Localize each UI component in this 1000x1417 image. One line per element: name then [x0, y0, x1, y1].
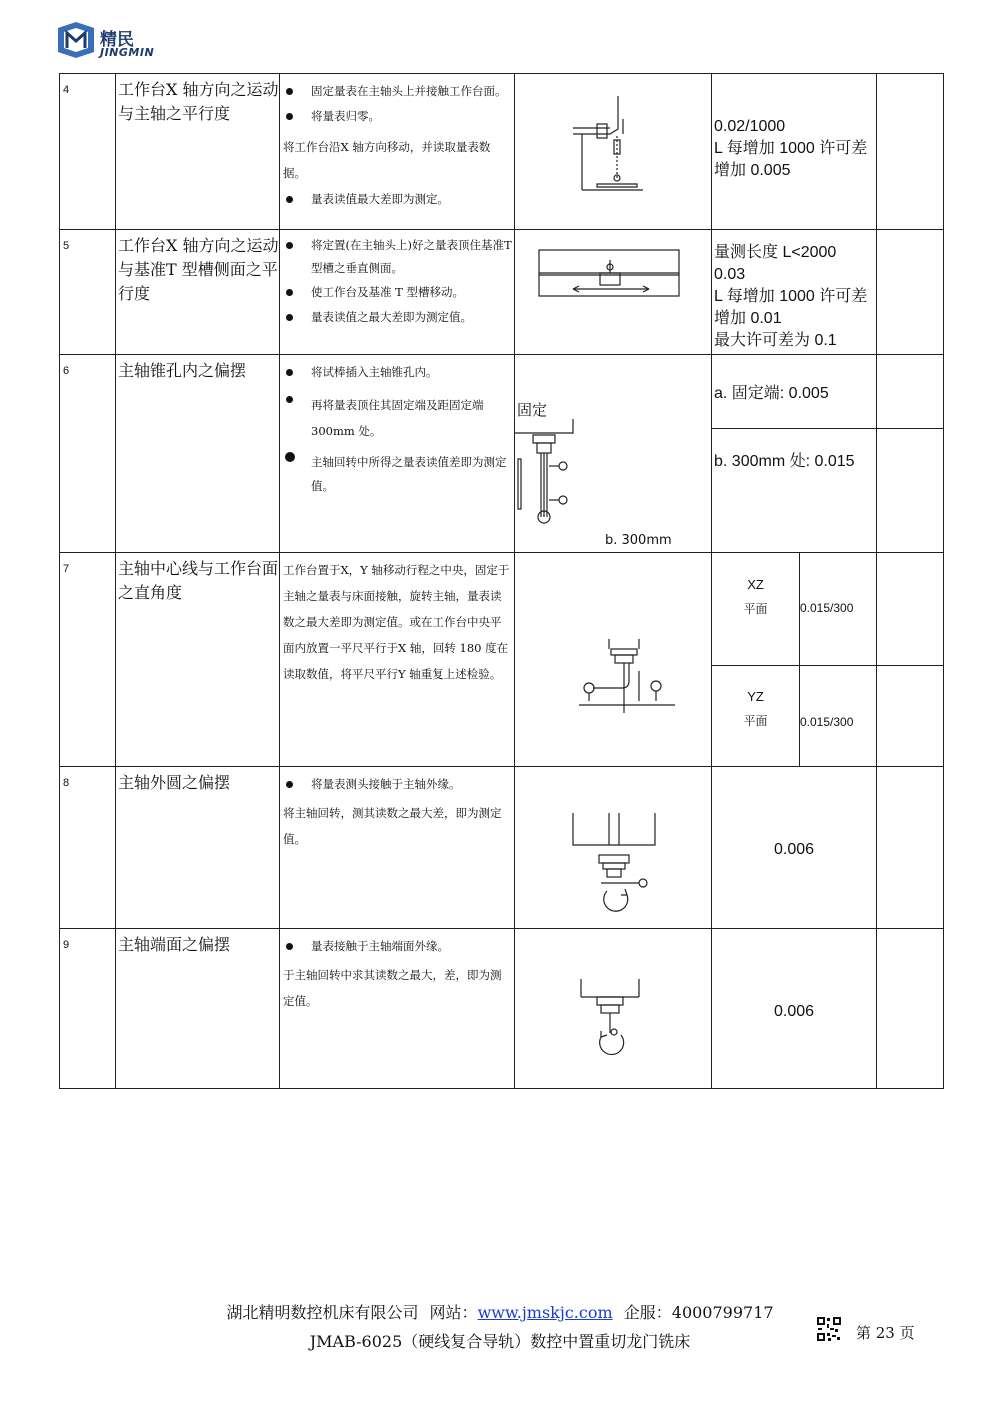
tolerance-note: L 每增加 1000 许可差增加 0.01: [714, 288, 868, 327]
spindle-taper-runout-diagram: [515, 355, 712, 552]
inspection-method: [280, 355, 515, 552]
method-step: 将定置(在主轴头上)好之量表顶住基准T: [283, 238, 512, 253]
method-step: 主轴回转中所得之量表读值差即为测定值。: [283, 450, 512, 498]
tolerance-300mm: b. 300mm 处: 0.015: [714, 453, 855, 470]
service-label: 企服：: [623, 1303, 672, 1322]
inspection-item: 主轴端面之偏摆: [116, 929, 280, 1088]
tolerance-value: 量测长度 L<2000: [714, 244, 837, 261]
row-number: 7: [60, 553, 116, 766]
tolerance-value: 0.006: [773, 1003, 815, 1020]
method-step: 将量表测头接触于主轴外缘。: [283, 777, 512, 792]
tolerance: [712, 230, 877, 354]
service-phone: 4000799717: [671, 1303, 774, 1322]
method-step: 将工作台沿X 轴方向移动，并读取量表数据。: [283, 140, 491, 180]
logo-cn-text: 精民: [100, 30, 134, 50]
tolerance: [712, 74, 877, 229]
inspection-figure: [515, 929, 712, 1088]
fixed-end-label: 固定: [517, 401, 548, 419]
table-row-6: [59, 355, 944, 553]
footer-company-line: [0, 1300, 1000, 1323]
site-label: 网站：: [429, 1303, 478, 1322]
tolerance: [712, 355, 877, 552]
tolerance: [712, 929, 877, 1088]
table-row-7: [59, 553, 944, 767]
actual-value: [877, 355, 943, 552]
method-step: 量表读值最大差即为测定。: [283, 192, 512, 207]
company-logo: [56, 22, 186, 62]
inspection-item: 工作台X 轴方向之运动与主轴之平行度: [116, 74, 280, 229]
plane-tolerance: 0.015/300: [800, 715, 854, 729]
tolerance-value: 0.02/1000: [714, 118, 786, 135]
tolerance-max: 最大许可差为 0.1: [714, 332, 837, 349]
inspection-item: 工作台X 轴方向之运动与基准T 型槽侧面之平行度: [116, 230, 280, 354]
actual-value: [877, 929, 943, 1088]
actual-value: [877, 767, 943, 928]
method-step: 于主轴回转中求其读数之最大，差，即为测定值。: [283, 968, 502, 1008]
tolerance: [712, 767, 877, 928]
method-step: 固定量表在主轴头上并接触工作台面。: [283, 84, 512, 99]
method-step: 使工作台及基准 T 型槽移动。: [283, 285, 512, 300]
plane-axis: YZ: [747, 689, 764, 704]
row-number: 4: [60, 74, 116, 229]
row-number: 8: [60, 767, 116, 928]
table-row-8: [59, 767, 944, 929]
inspection-figure: [515, 767, 712, 928]
inspection-figure: [515, 553, 712, 766]
spindle-outer-runout-diagram: [515, 767, 712, 928]
plane-label: 平面: [743, 602, 768, 616]
footer-model-line: JMAB-6025（硬线复合导轨）数控中置重切龙门铣床: [309, 1332, 691, 1351]
row-number: 9: [60, 929, 116, 1088]
website-link[interactable]: www.jmskjc.com: [477, 1303, 613, 1322]
company-name: 湖北精明数控机床有限公司: [226, 1303, 419, 1322]
logo-mark-icon: [56, 22, 96, 58]
method-step: 将主轴回转，测其读数之最大差，即为测定值。: [283, 806, 502, 846]
inspection-method: [280, 929, 515, 1088]
method-step: 量表读值之最大差即为测定值。: [283, 310, 512, 325]
inspection-item: 主轴中心线与工作台面之直角度: [116, 553, 280, 766]
tolerance-fixed-end: a. 固定端: 0.005: [714, 385, 829, 402]
tolerance-squareness: [712, 553, 877, 766]
method-step: 量表接触于主轴端面外缘。: [283, 939, 512, 954]
inspection-item: 主轴锥孔内之偏摆: [116, 355, 280, 552]
method-text: 工作台置于X，Y 轴移动行程之中央，固定于主轴之量表与床面接触，旋转主轴，量表读数之最大差即为测定值。或在工作台中央平面内放置一平尺平行于X 轴，回转 180 度在读取数值，将平尺平行Y 轴重复上述检验。: [283, 563, 510, 681]
qr-code-icon: [816, 1316, 842, 1342]
spindle-squareness-diagram: [515, 553, 712, 766]
inspection-figure: [515, 230, 712, 354]
actual-value: [877, 230, 943, 354]
logo-en-text: JINGMIN: [100, 46, 155, 59]
plane-label: 平面: [743, 714, 768, 728]
page-number: 第 23 页: [856, 1324, 915, 1342]
inspection-method: [280, 74, 515, 229]
method-step: 将量表归零。: [283, 109, 512, 124]
inspection-item: 主轴外圆之偏摆: [116, 767, 280, 928]
inspection-method: [280, 767, 515, 928]
distance-label: b. 300mm: [605, 533, 672, 548]
inspection-figure: [515, 355, 712, 552]
table-row-4: [59, 73, 944, 230]
t-slot-parallelism-diagram: [515, 230, 712, 354]
plane-axis: XZ: [747, 577, 764, 592]
method-step: 将试棒插入主轴锥孔内。: [283, 365, 512, 380]
plane-tolerance: 0.015/300: [800, 601, 854, 615]
table-row-9: [59, 929, 944, 1089]
tolerance-value: 0.006: [773, 841, 815, 858]
row-number: 6: [60, 355, 116, 552]
inspection-method: [280, 553, 515, 766]
tolerance-note: L 每增加 1000 许可差增加 0.005: [714, 140, 868, 179]
table-row-5: [59, 230, 944, 355]
tolerance-value: 0.03: [714, 266, 746, 283]
row-number: 5: [60, 230, 116, 354]
spindle-face-runout-diagram: [515, 929, 712, 1088]
method-step: 再将量表顶住其固定端及距固定端300mm 处。: [283, 392, 512, 444]
actual-value: [877, 74, 943, 229]
inspection-figure: [515, 74, 712, 229]
inspection-method: [280, 230, 515, 354]
method-step: 型槽之垂直侧面。: [311, 261, 403, 275]
actual-value: [877, 553, 943, 766]
table-x-parallelism-diagram: [515, 74, 712, 230]
